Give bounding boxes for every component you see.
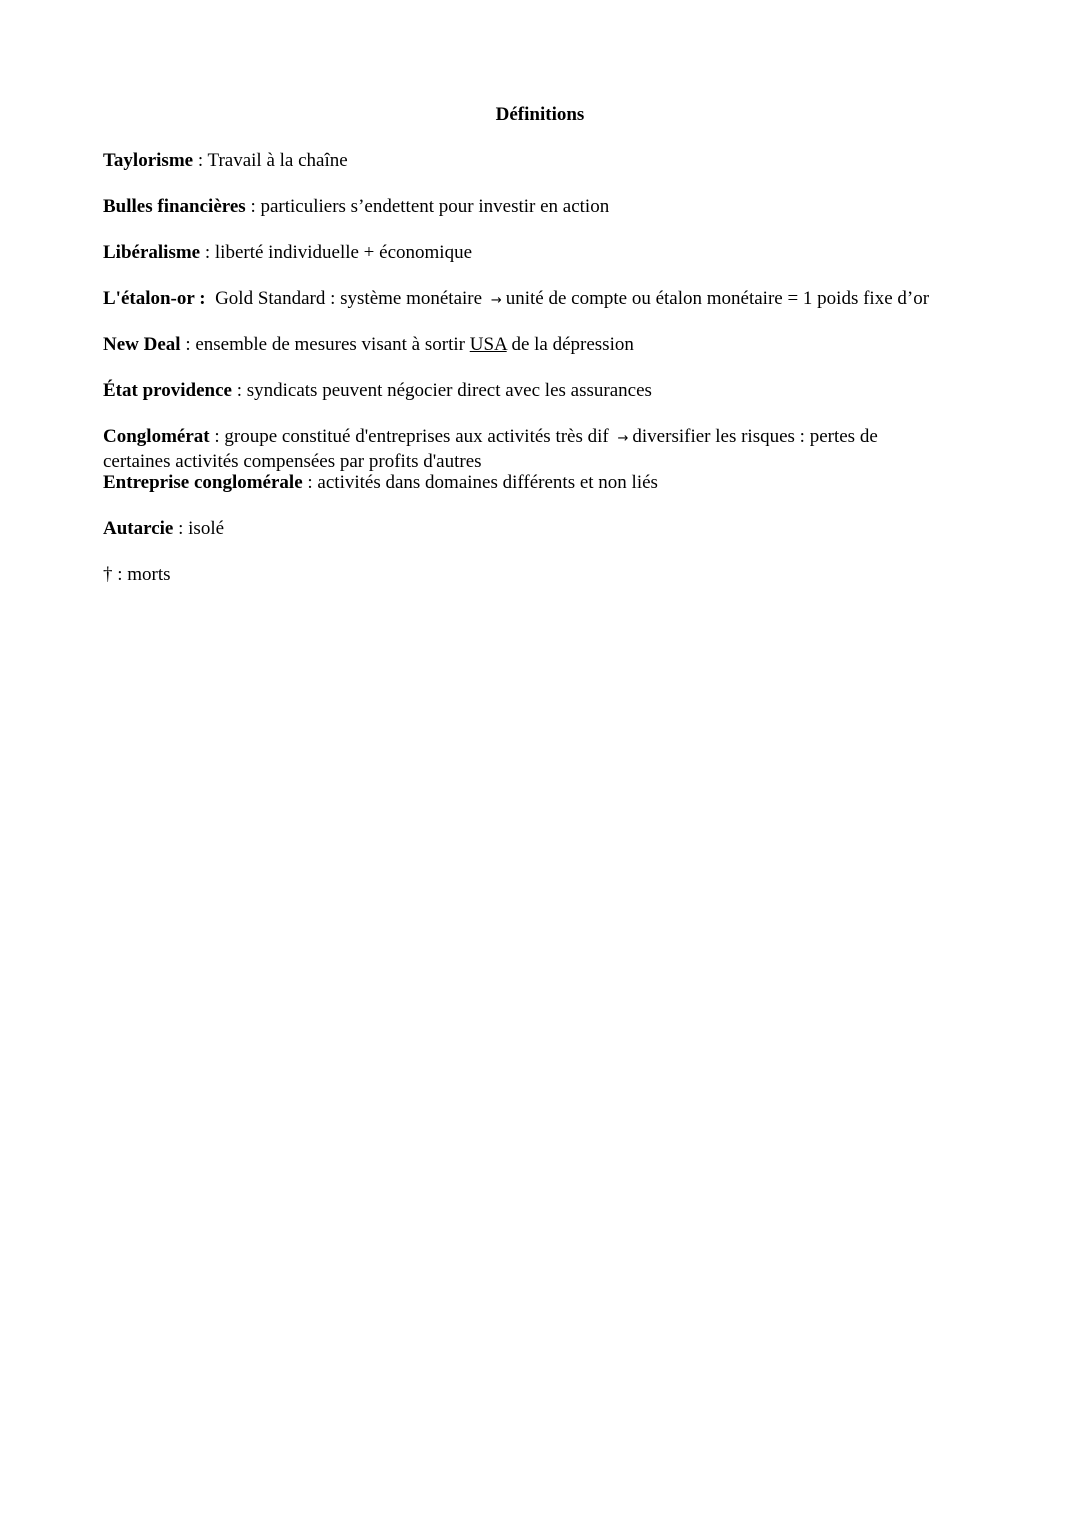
definition-new-deal [103,333,1003,356]
definition-etalon-or [103,287,1003,312]
separator: : [180,334,196,355]
definition-entreprise-conglomerale [103,471,1003,494]
definition-part-2: diversifier les risques : pertes de certaines activités compensées par profits d'autres [103,426,878,472]
term: Conglomérat [103,426,210,447]
separator: : [231,380,247,401]
definition-part-1: groupe constitué d'entreprises aux activités très dif [224,426,609,447]
definition-part-1: Gold Standard : système monétaire [215,288,483,309]
underlined-usa: USA [469,334,507,355]
definition-liberalisme [103,241,1003,264]
separator: : [302,472,318,493]
term: Libéralisme [103,242,201,263]
separator: : [209,426,225,447]
arrow-right-icon: → [490,293,502,308]
term: New Deal [103,334,181,355]
definition-part-2: unité de compte ou étalon monétaire = 1 poids fixe d’or [505,288,930,309]
definition: liberté individuelle + économique [214,242,473,263]
term: Autarcie [103,518,174,539]
separator: : [173,518,189,539]
definition: morts [127,564,171,585]
definition-taylorisme [103,149,1003,172]
definition-etat-providence [103,379,1003,402]
separator: : [245,196,261,217]
definition: syndicats peuvent négocier direct avec les assurances [246,380,652,401]
definition-autarcie [103,517,1003,540]
term: L'étalon-or : [103,288,206,309]
definition-conglomerat [103,425,933,473]
definition: Travail à la chaîne [207,150,348,171]
definition-part-1: ensemble de mesures visant à sortir [195,334,470,355]
definition-bulles-financieres [103,195,1003,218]
definition: particuliers s’endettent pour investir en action [260,196,610,217]
separator: : [200,242,215,263]
term: Bulles financières [103,196,246,217]
separator: : [193,150,208,171]
term: Entreprise conglomérale [103,472,303,493]
arrow-right-icon: → [617,431,629,446]
definition: isolé [188,518,225,539]
definition-morts [103,563,1003,586]
term: Taylorisme [103,150,194,171]
separator: : [112,564,128,585]
definition: activités dans domaines différents et non liés [317,472,658,493]
dagger-icon: † [103,564,113,585]
definition-part-2: de la dépression [506,334,634,355]
page-title: Définitions [495,104,585,125]
term: État providence [103,380,232,401]
